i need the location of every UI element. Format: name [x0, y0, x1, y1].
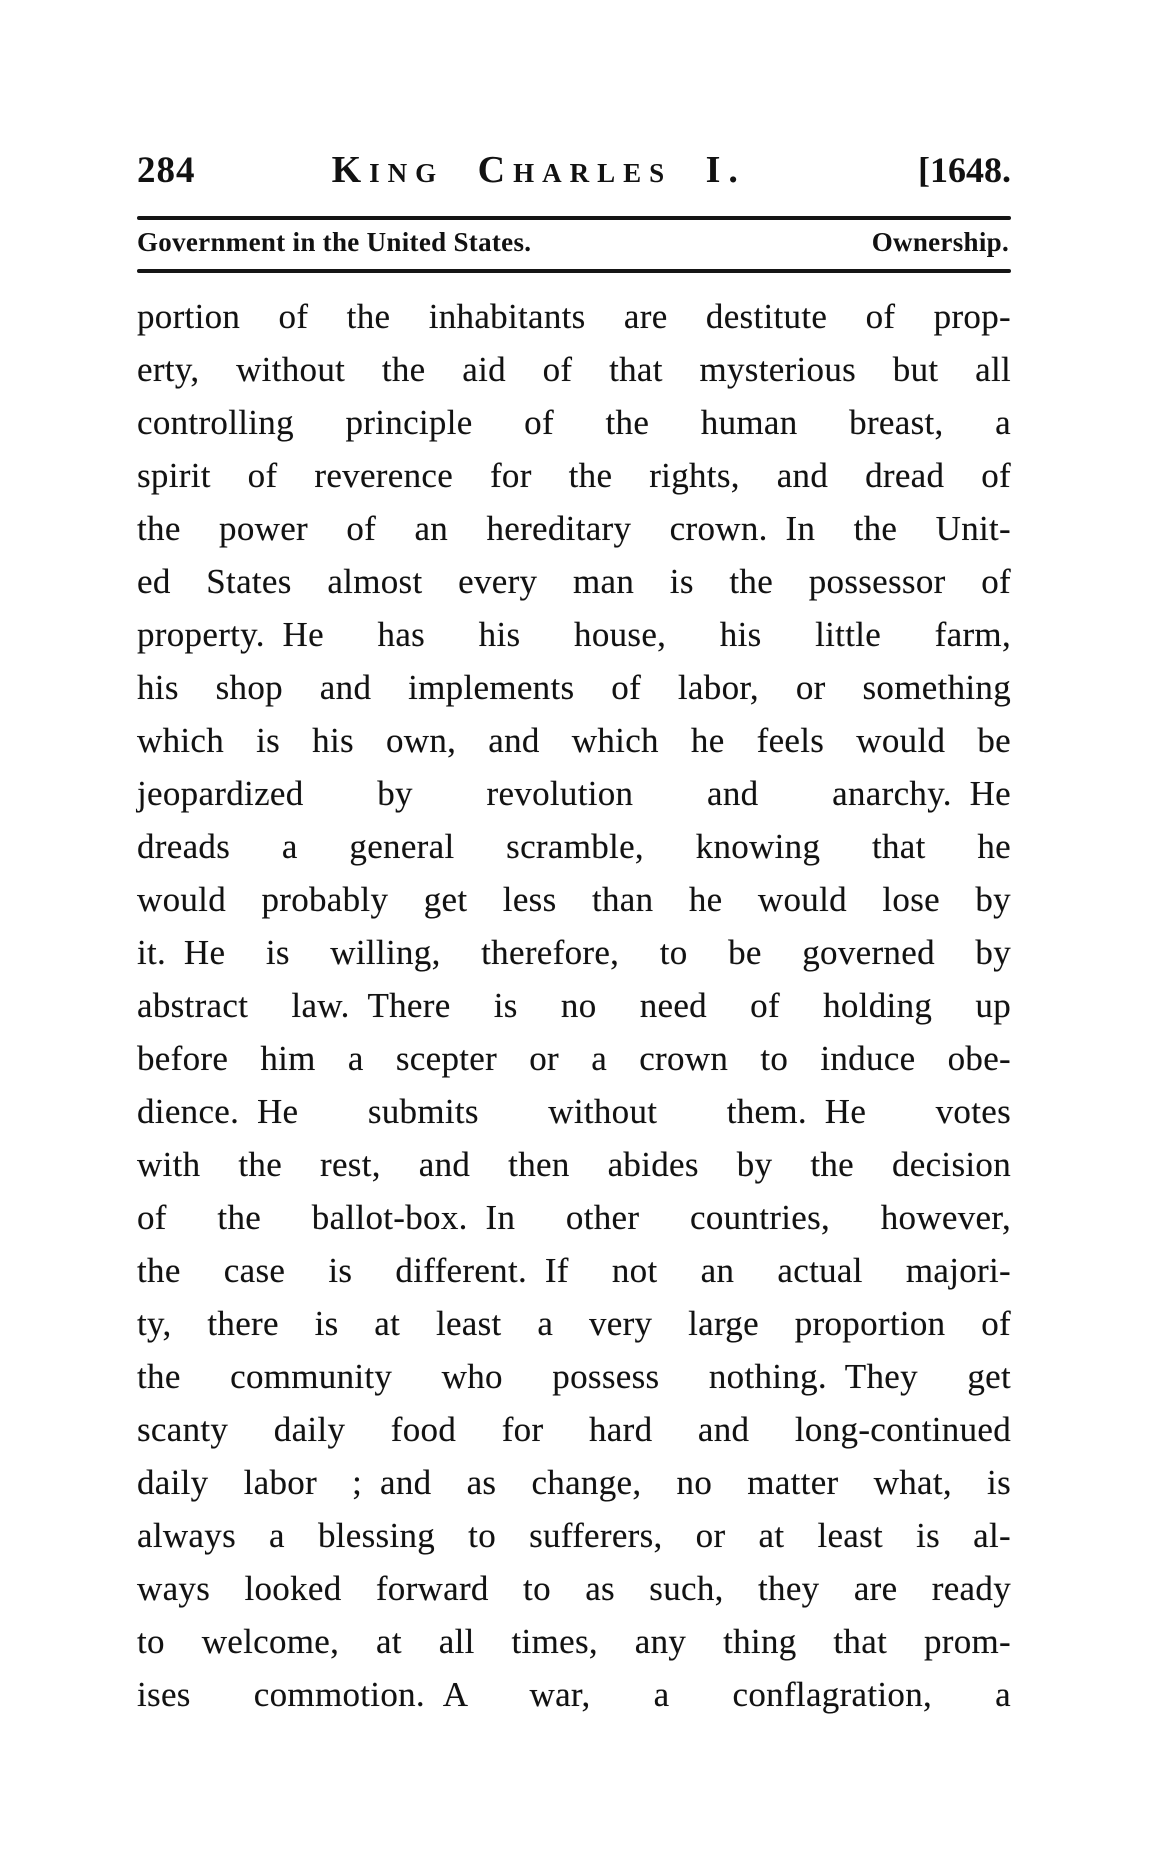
text-line: with the rest, and then abides by the decision	[137, 1145, 1011, 1184]
text-line: it. He is willing, therefore, to be governed by	[137, 933, 1011, 972]
text-line: daily labor ; and as change, no matter what, is	[137, 1463, 1011, 1502]
text-line: his shop and implements of labor, or something	[137, 668, 1011, 707]
text-line: dience. He submits without them. He votes	[137, 1092, 1011, 1131]
text-line: ty, there is at least a very large proportion of	[137, 1304, 1011, 1343]
text-line: ed States almost every man is the possessor of	[137, 562, 1011, 601]
text-line: before him a scepter or a crown to induce obe-	[137, 1039, 1011, 1078]
text-line: which is his own, and which he feels would be	[137, 721, 1011, 760]
text-line: dreads a general scramble, knowing that he	[137, 827, 1011, 866]
text-line: spirit of reverence for the rights, and dread of	[137, 456, 1011, 495]
text-line: the case is different. If not an actual majori-	[137, 1251, 1011, 1290]
page-body	[137, 290, 1011, 1721]
page-content	[137, 148, 1011, 1721]
text-line: portion of the inhabitants are destitute of prop-	[137, 297, 1011, 336]
section-title-left: Government in the United States.	[137, 227, 532, 257]
text-line: would probably get less than he would lose by	[137, 880, 1011, 919]
text-line: the power of an hereditary crown. In the Unit-	[137, 509, 1011, 548]
text-line: ways looked forward to as such, they are ready	[137, 1569, 1011, 1608]
text-line: controlling principle of the human breast, a	[137, 403, 1011, 442]
text-line: erty, without the aid of that mysterious but all	[137, 350, 1011, 389]
running-title: King Charles I.	[331, 149, 746, 191]
text-line: jeopardized by revolution and anarchy. He	[137, 774, 1011, 813]
text-line: to welcome, at all times, any thing that prom-	[137, 1622, 1011, 1661]
text-line: of the ballot-box. In other countries, however,	[137, 1198, 1011, 1237]
text-line: the community who possess nothing. They get	[137, 1357, 1011, 1396]
text-line: scanty daily food for hard and long-continued	[137, 1410, 1011, 1449]
header-rule-bottom	[137, 269, 1011, 273]
text-line: property. He has his house, his little farm,	[137, 615, 1011, 654]
text-line: ises commotion. A war, a conflagration, a	[137, 1675, 1011, 1714]
header-year: [1648.	[918, 150, 1011, 190]
page-number: 284	[137, 150, 196, 191]
section-head	[137, 220, 1011, 267]
running-head	[137, 148, 1011, 200]
section-title-right: Ownership.	[871, 227, 1009, 257]
text-line: always a blessing to sufferers, or at least is al-	[137, 1516, 1011, 1555]
text-line: abstract law. There is no need of holding up	[137, 986, 1011, 1025]
